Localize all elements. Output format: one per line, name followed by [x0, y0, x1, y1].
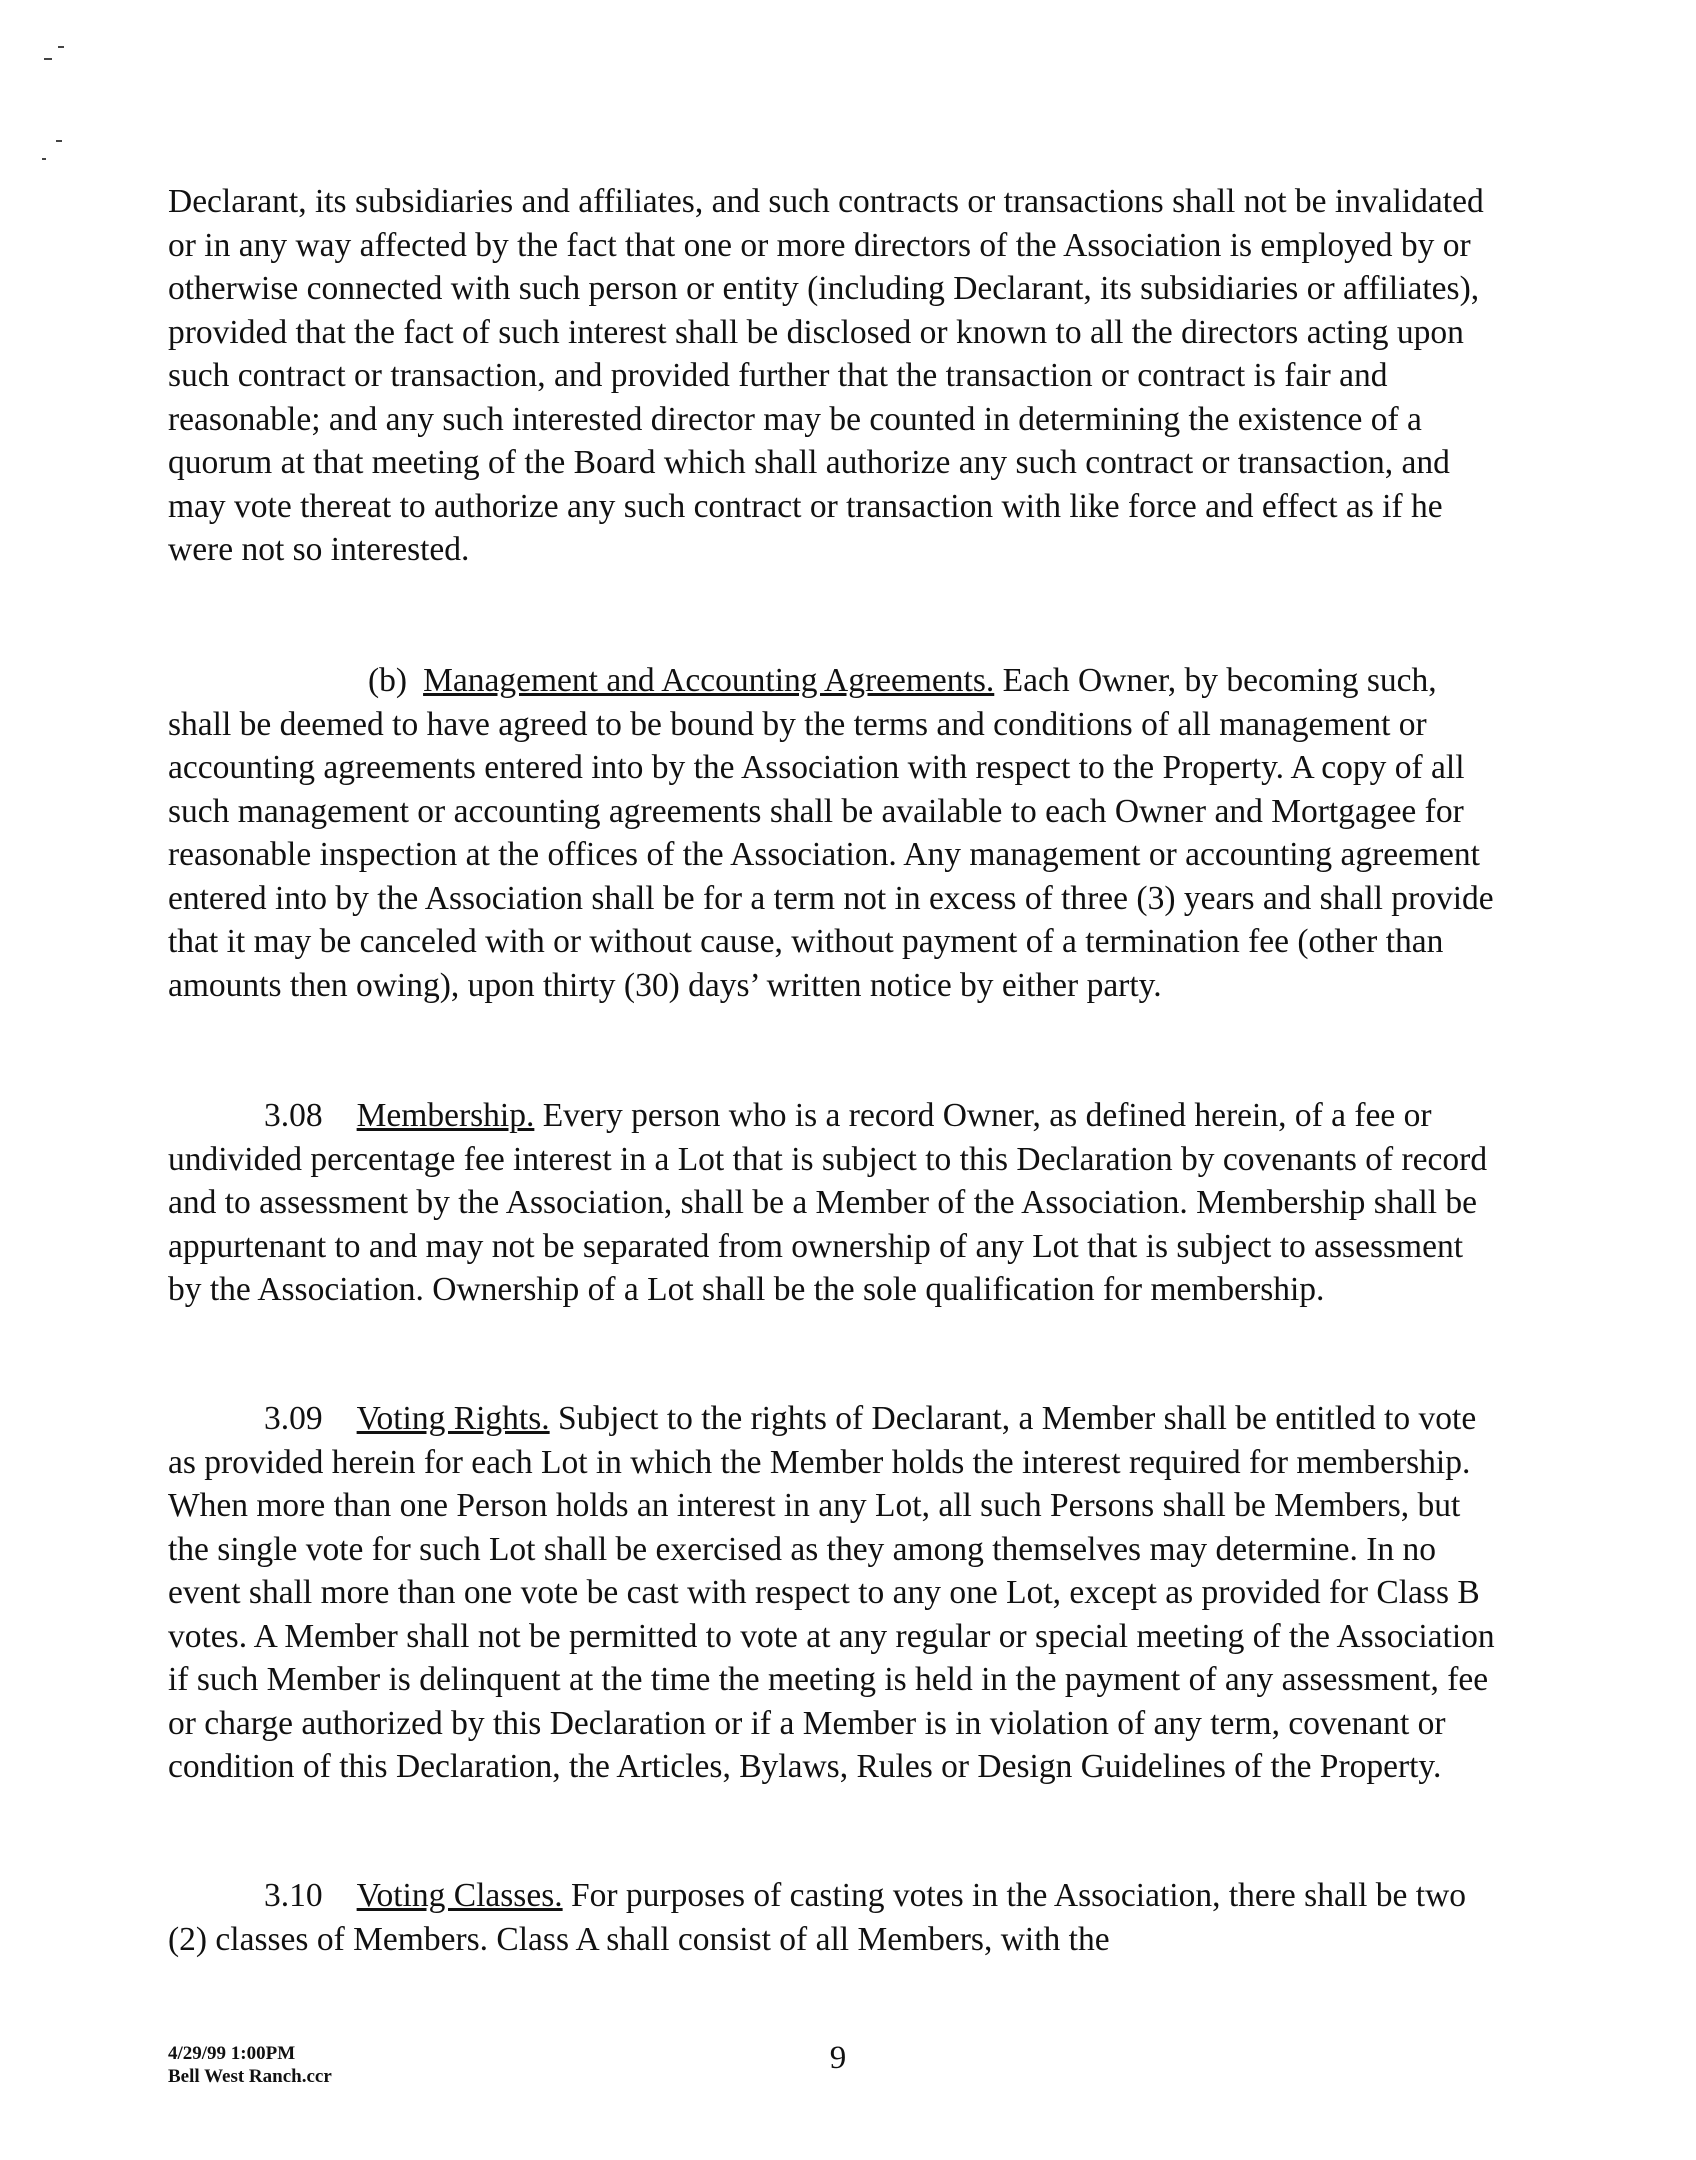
section-number: 3.09 — [264, 1400, 323, 1437]
section-3-08-membership — [168, 1094, 1498, 1312]
section-number: 3.08 — [264, 1097, 323, 1134]
section-heading: Voting Rights. — [356, 1400, 550, 1437]
section-heading: Management and Accounting Agreements. — [423, 662, 995, 699]
scan-speck — [56, 140, 62, 142]
section-3-10-voting-classes — [168, 1874, 1498, 1961]
footer-metadata — [168, 2042, 332, 2088]
paragraph-number: (b) — [368, 662, 408, 699]
scan-speck — [42, 158, 46, 160]
section-number: 3.10 — [264, 1877, 323, 1914]
scan-speck — [58, 46, 64, 48]
paragraph-text: For purposes of casting votes in the Association, there shall be two (2) classes of Members. Class A shall consist of all Members, with the — [168, 1877, 1467, 1958]
paragraph-text: Subject to the rights of Declarant, a Member shall be entitled to vote as provided herein for each Lot in which the Member holds the interest required for membership. When more than one Person holds an interest in any Lot, all such Persons shall be Members, but the single vote for such Lot shall be exercised as they among themselves may determine. In no event shall more than one vote be cast with respect to any one Lot, except as provided for Class B votes. A Member shall not be permitted to vote at any regular or special meeting of the Association if such Member is delinquent at the time the meeting is held in the payment of any assessment, fee or charge authorized by this Declaration or if a Member is in violation of any term, covenant or condition of this Declaration, the Articles, Bylaws, Rules or Design Guidelines of the Property. — [168, 1400, 1495, 1785]
section-heading: Voting Classes. — [356, 1877, 563, 1914]
scan-speck — [44, 58, 52, 60]
paragraph-text: Every person who is a record Owner, as defined herein, of a fee or undivided percentage fee interest in a Lot that is subject to this Declaration by covenants of record and to assessment by the Association, shall be a Member of the Association. Membership shall be appurtenant to and may not be separated from ownership of any Lot that is subject to assessment by the Association. Ownership of a Lot shall be the sole qualification for membership. — [168, 1097, 1488, 1308]
section-3-09-voting-rights — [168, 1397, 1498, 1789]
paragraph-management-agreements — [168, 659, 1498, 1007]
page-number: 9 — [829, 2040, 847, 2076]
paragraph-text: Each Owner, by becoming such, shall be deemed to have agreed to be bound by the terms and conditions of all management or accounting agreements entered into by the Association with respect to the Property. A copy of all such management or accounting agreements shall be available to each Owner and Mortgagee for reasonable inspection at the offices of the Association. Any management or accounting agreement entered into by the Association shall be for a term not in excess of three (3) years and shall provide that it may be canceled with or without cause, without payment of a termination fee (other than amounts then owing), upon thirty (30) days’ written notice by either party. — [168, 662, 1494, 1004]
footer-filename: Bell West Ranch.ccr — [168, 2066, 332, 2087]
section-heading: Membership. — [356, 1097, 535, 1134]
paragraph-continuation: Declarant, its subsidiaries and affiliates, and such contracts or transactions shall not be invalidated or in any way affected by the fact that one or more directors of the Association is employed by or otherwise connected with such person or entity (including Declarant, its subsidiaries or affiliates), provided that the fact of such interest shall be disclosed or known to all the directors acting upon such contract or transaction, and provided further that the transaction or contract is fair and reasonable; and any such interested director may be counted in determining the existence of a quorum at that meeting of the Board which shall authorize any such contract or transaction, and may vote thereat to authorize any such contract or transaction with like force and effect as if he were not so interested. — [168, 183, 1484, 568]
footer-date-time: 4/29/99 1:00PM — [168, 2043, 296, 2064]
